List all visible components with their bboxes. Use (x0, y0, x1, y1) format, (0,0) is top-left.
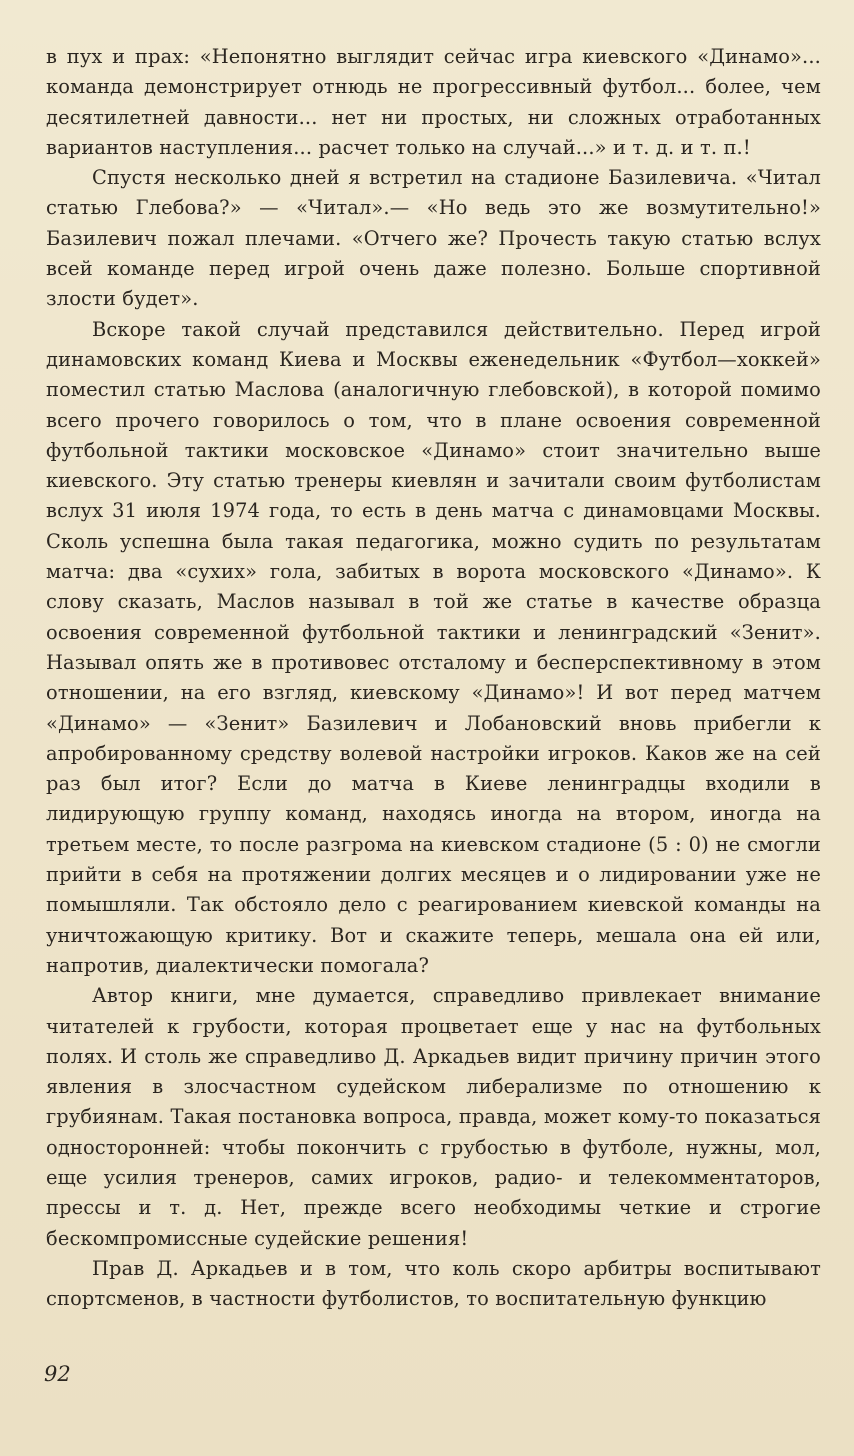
paragraph-4: Автор книги, мне думается, справедливо привлекает внимание читателей к грубости, которая процветает еще у нас на футбольных полях. И столь же справедливо Д. Аркадьев видит причину причин этого явления в злосчастном судейском либерализме по отношению к грубиянам. Такая постановка вопроса, правда, может кому-то показаться односторонней: чтобы покончить с грубостью в футболе, нужны, мол, еще усилия тренеров, самих игроков, радио- и телекомментаторов, прессы и т. д. Нет, прежде всего необходимы четкие и строгие бескомпромиссные судейские решения! (46, 984, 821, 1250)
paragraph-5: Прав Д. Аркадьев и в том, что коль скоро арбитры воспитывают спортсменов, в частности футболистов, то воспитательную функцию (46, 1256, 821, 1311)
paragraph-1: в пух и прах: «Непонятно выглядит сейчас игра киевского «Динамо»... команда демонстрирует отнюдь не прогрессивный футбол... более, чем десятилетней давности... нет ни простых, ни сложных отработанных вариантов наступления... расчет только на случай...» и т. д. и т. п.! (46, 45, 821, 159)
body-text (46, 42, 821, 1314)
paragraph-3: Вскоре такой случай представился действительно. Перед игрой динамовских команд Киева и Москвы еженедельник «Футбол—хоккей» поместил статью Маслова (аналогичную глебовской), в которой помимо всего прочего говорилось о том, что в плане освоения современной футбольной тактики московское «Динамо» стоит значительно выше киевского. Эту статью тренеры киевлян и зачитали своим футболистам вслух 31 июля 1974 года, то есть в день матча с динамовцами Москвы. Сколь успешна была такая педагогика, можно судить по результатам матча: два «сухих» гола, забитых в ворота московского «Динамо». К слову сказать, Маслов называл в той же статье в качестве образца освоения современной футбольной тактики и ленинградский «Зенит». Называл опять же в противовес отсталому и бесперспективному в этом отношении, на его взгляд, киевскому «Динамо»! И вот перед матчем «Динамо» — «Зенит» Базилевич и Лобановский вновь прибегли к апробированному средству волевой настройки игроков. Каков же на сей раз был итог? Если до матча в Киеве ленинградцы входили в лидирующую группу команд, находясь иногда на втором, иногда на третьем месте, то после разгрома на киевском стадионе (5 : 0) не смогли прийти в себя на протяжении долгих месяцев и о лидировании уже не помышляли. Так обстояло дело с реагированием киевской команды на уничтожающую критику. Вот и скажите теперь, мешала она ей или, напротив, диалектически помогала? (46, 317, 821, 977)
paragraph-2: Спустя несколько дней я встретил на стадионе Базилевича. «Читал статью Глебова?» — «Читал».— «Но ведь это же возмутительно!» Базилевич пожал плечами. «Отчего же? Прочесть такую статью вслух всей команде перед игрой очень даже полезно. Больше спортивной злости будет». (46, 166, 821, 311)
page-number: 92 (44, 1362, 71, 1386)
